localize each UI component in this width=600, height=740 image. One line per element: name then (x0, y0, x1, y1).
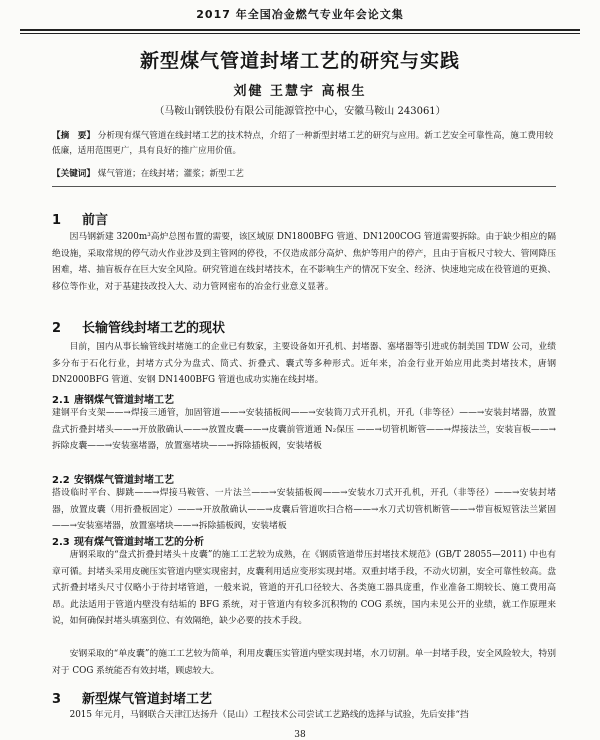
paper-title: 新型煤气管道封堵工艺的研究与实践 (139, 50, 460, 72)
subsection-heading-2-3 (52, 533, 204, 548)
section-3-paragraph: 2015 年元月，马钢联合天津江达扬升（昆山）工程技术公司尝试工艺路线的选择与试验，先后安排“挡 (69, 710, 469, 720)
paper-affiliation: （马鞍山钢铁股份有限公司能源管控中心，安徽马鞍山 243061） (154, 106, 446, 117)
header-rule (20, 29, 580, 31)
abstract-divider (52, 186, 556, 187)
section-title: 长输管线封堵工艺的现状 (82, 321, 226, 336)
header-rule-thin (20, 33, 580, 34)
process-flow-angang: 搭设临时平台、脚跳——→焊接马鞍管、一片法兰——→安装插板阀——→安装水刀式开孔机，开孔（非等径）——→安装封堵器，放置皮囊（用折叠板固定）——→开放散确认——→皮囊后管道吹扫合格——→水刀式切管机断管——→带盲板短管法兰紧固——→安装塞堵器，放置塞堵块——→拆除插板阀，安装堵板 (52, 488, 556, 531)
keywords (52, 167, 556, 179)
paper-authors: 刘健 王慧宇 高根生 (233, 84, 367, 99)
keywords-label: 【关键词】 (52, 169, 95, 179)
section-number: 1 (52, 213, 62, 228)
running-header: 2017 年全国冶金燃气专业年会论文集 (196, 8, 404, 21)
section-heading-1 (52, 209, 108, 228)
subsection-number: 2.3 (52, 537, 70, 548)
section-number: 3 (52, 692, 62, 707)
section-number: 2 (52, 321, 62, 336)
subsection-title: 现有煤气管道封堵工艺的分析 (74, 537, 204, 548)
process-flow-tanggang: 建钢平台支架——→焊接三通管，加固管道——→安装插板阀——→安装筒刀式开孔机，开孔（非等径）——→安装封堵器，放置盘式折叠封堵头——→开放散确认——→放置皮囊——→皮囊前管道通 N₂保压 ——→切管机断管——→焊接法兰，安装盲板——→拆除皮囊——→安装塞堵器，放置塞堵块——→拆除插板阀，安装堵板 (52, 408, 556, 451)
analysis-paragraph-1: 唐钢采取的“盘式折叠封堵头＋皮囊”的施工工艺较为成熟，在《钢质管道带压封堵技术规范》(GB/T 28055—2011) 中也有章可循。封堵头采用皮碗压实管道内壁实现密封，皮囊利用适应变形实现封堵。双重封堵手段，不动火切割，安全可靠性较高。盘式折叠封堵头尺寸仅略小于待封堵管道，一般来说，管道的开孔口径较大、各类施工器具庞重，作业准备工期较长、施工费用高昂。此法适用于管道内壁没有结垢的 BFG 系统，对于管道内有较多沉积物的 COG 系统，国内未见公开的业绩，就工作原理来说，如何确保封堵头填塞到位、有效隔绝，缺少必要的技术手段。 (52, 550, 556, 626)
subsection-title: 安钢煤气管道封堵工艺 (74, 475, 174, 486)
section-title: 新型煤气管道封堵工艺 (82, 692, 213, 707)
section-title: 前言 (82, 213, 109, 228)
analysis-paragraph-2: 安钢采取的“单皮囊”的施工工艺较为简单，利用皮囊压实管道内壁实现封堵，水刀切割。单一封堵手段，安全风险较大，特别对于 COG 系统能否有效封堵，顾虑较大。 (52, 649, 556, 676)
subsection-heading-2-2 (52, 471, 174, 486)
keywords-text: 煤气管道；在线封堵；灌浆；新型工艺 (97, 169, 244, 179)
subsection-heading-2-1 (52, 391, 174, 406)
abstract-text: 分析现有煤气管道在线封堵工艺的技术特点，介绍了一种新型封堵工艺的研究与应用。新工艺安全可靠性高，施工费用较低廉，适用范围更广，具有良好的推广应用价值。 (52, 131, 554, 156)
abstract (52, 129, 556, 159)
abstract-label: 【摘 要】 (52, 131, 95, 141)
section-heading-3 (52, 688, 212, 707)
section-heading-2 (52, 317, 225, 336)
page-number: 38 (294, 730, 306, 740)
section-1-paragraph: 因马钢新建 3200m³高炉总图布置的需要，该区域原 DN1800BFG 管道、DN1200COG 管道需要拆除。由于缺少相应的隔绝设施，采取常规的停气动火作业涉及到主管网的停役，不仅造成部分高炉、焦炉等用户的停产，且由于盲板尺寸较大、管网降压困难，堵、抽盲板存在巨大安全风险。研究管道在线封堵技术，在不影响生产的情况下安全、经济、快速地完成在役管道的更换、移位等作业，对于基建技改投入大、动力管网密布的冶金行业意义显著。 (52, 232, 556, 292)
subsection-number: 2.1 (52, 395, 70, 406)
section-2-paragraph: 目前，国内从事长输管线封堵施工的企业已有数家，主要设备如开孔机、封堵器、塞堵器等引进或仿制美国 TDW 公司，业绩多分布于石化行业，封堵方式分为盘式、筒式、折叠式、囊式等多种形式。近年来，冶金行业开始应用此类封堵技术，唐钢 DN2000BFG 管道、安钢 DN1400BFG 管道也成功实施在线封堵。 (52, 342, 556, 385)
subsection-number: 2.2 (52, 475, 70, 486)
subsection-title: 唐钢煤气管道封堵工艺 (74, 395, 174, 406)
